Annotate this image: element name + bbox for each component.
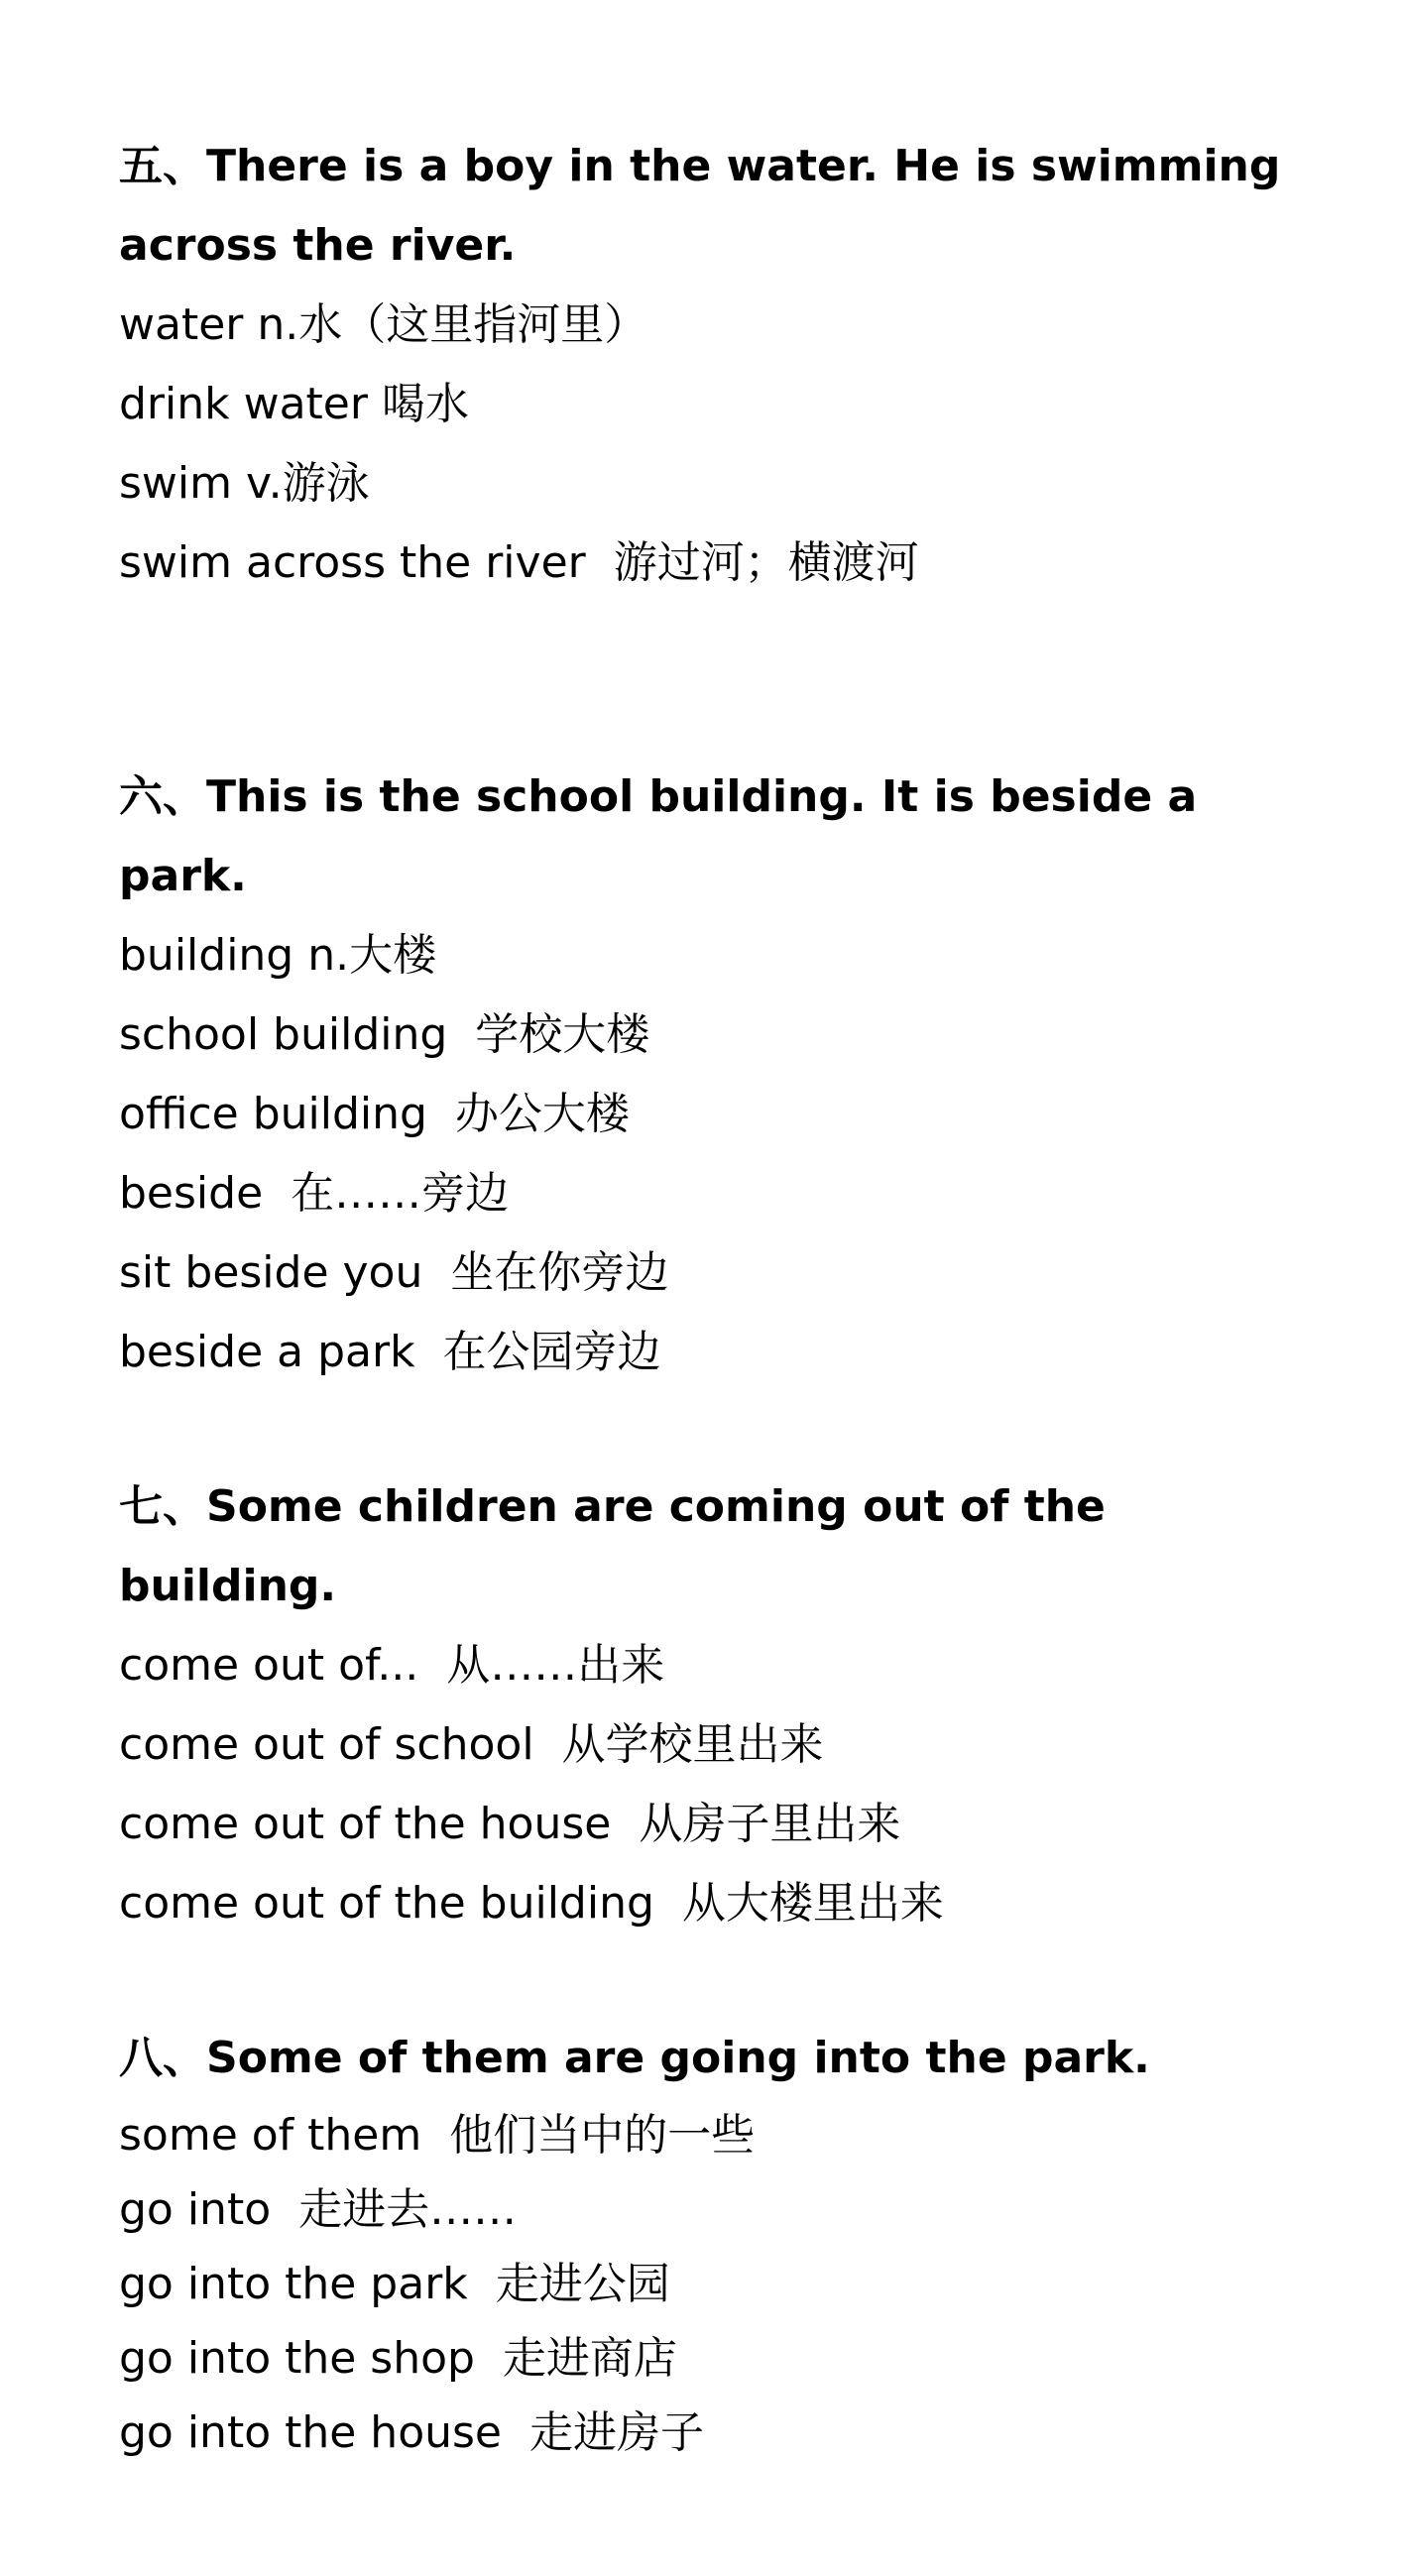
vocab-item: building n.大楼 (119, 930, 437, 981)
vocab-item: office building 办公大楼 (119, 1089, 630, 1139)
section-heading: 五、There is a boy in the water. He is swimming across the river. (119, 141, 1281, 271)
section-eight (119, 2019, 1309, 2470)
section-heading: 六、This is the school building. It is beside a park. (119, 771, 1198, 901)
vocab-item: beside a park 在公园旁边 (119, 1327, 661, 1377)
vocab-item: school building 学校大楼 (119, 1009, 650, 1060)
section-five (119, 127, 1309, 603)
vocab-item: go into the park 走进公园 (119, 2259, 670, 2309)
section-seven (119, 1467, 1309, 1943)
vocab-item: swim v.游泳 (119, 458, 370, 509)
vocab-item: come out of the building 从大楼里出来 (119, 1878, 944, 1929)
vocab-item: some of them 他们当中的一些 (119, 2110, 756, 2161)
section-heading: 七、Some children are coming out of the building. (119, 1481, 1106, 1611)
vocab-item: go into the shop 走进商店 (119, 2333, 677, 2384)
vocab-item: swim across the river 游过河；横渡河 (119, 537, 919, 588)
vocab-item: go into 走进去…… (119, 2184, 518, 2235)
vocab-item: drink water 喝水 (119, 379, 469, 429)
vocab-item: come out of the house 从房子里出来 (119, 1799, 901, 1849)
vocab-item: come out of school 从学校里出来 (119, 1719, 824, 1770)
vocab-item: come out of... 从……出来 (119, 1640, 665, 1691)
section-heading: 八、Some of them are going into the park. (119, 2033, 1150, 2083)
vocab-item: beside 在……旁边 (119, 1168, 510, 1219)
vocab-item: water n.水（这里指河里） (119, 299, 648, 350)
vocab-item: sit beside you 坐在你旁边 (119, 1247, 669, 1298)
section-six (119, 758, 1309, 1392)
vocab-item: go into the house 走进房子 (119, 2407, 704, 2458)
